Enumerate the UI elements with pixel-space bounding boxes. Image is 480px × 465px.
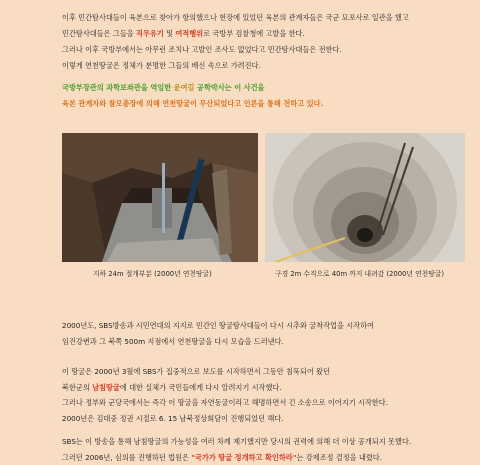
intro-line-2-text-b: 및 — [164, 29, 176, 38]
intro-line-2-text-a: 민간탐사대들은 그들을 — [62, 29, 136, 38]
highlight-line-1 — [62, 80, 472, 96]
photo-caption-1: 지하 24m 절개부분 (2000년 연천땅굴) — [93, 268, 212, 278]
body-line-5: 그러나 정부와 군당국에서는 즉각 이 땅굴을 자연동굴이라고 해명하면서 긴 소송으로 이어지기 시작한다. — [62, 395, 472, 411]
highlight-paragraph — [62, 80, 472, 112]
body-line-4-b: 에 대한 실체가 국민들에게 다시 알려지기 시작했다. — [120, 383, 282, 392]
body-line-6: 2000년은 김대중 정권 시절로 6. 15 남북정상회담이 진행되었던 해다. — [62, 411, 472, 427]
intro-line-3: 그러나 이후 국방부에서는 아무런 조치나 고발인 조사도 없었다고 민간탐사대들은 전한다. — [62, 42, 472, 58]
body-line-4-a: 북한군의 — [62, 383, 92, 392]
highlight-line-1-c: 공학박사는 이 사건을 — [195, 83, 265, 92]
highlight-line-2: 육본 관계자와 참모총장에 의해 연천땅굴이 무산되었다고 언론을 통해 전하고 있다. — [62, 96, 472, 112]
body-line-8-a: 그러던 2006년, 심의를 진행하던 법원은 — [62, 453, 191, 462]
body-paragraph-2 — [62, 318, 472, 465]
body-line-8-b: 는 강제조정 결정을 내렸다. — [296, 453, 382, 462]
highlight-line-1-a: 국방부장관의 과학보좌관을 역임한 — [62, 83, 174, 92]
highlight-court-order: "국가가 땅굴 정개하고 확인하라" — [191, 453, 296, 462]
highlight-name: 윤여길 — [174, 83, 195, 92]
vertical-shaft-photo — [265, 133, 465, 262]
body-line-4 — [62, 380, 472, 396]
photo-caption-2: 구경 2m 수직으로 40m 까지 내려감 (2000년 연천땅굴) — [275, 268, 444, 278]
intro-paragraph — [62, 10, 472, 74]
spacer — [62, 426, 472, 434]
highlight-treason: 여적행위 — [175, 29, 203, 38]
highlight-dereliction: 직무유기 — [136, 29, 164, 38]
intro-line-2-text-c: 로 국방부 검찰청에 고발을 한다. — [203, 29, 305, 38]
body-line-8 — [62, 450, 472, 465]
highlight-invasion-tunnel: 남침땅굴 — [92, 383, 120, 392]
body-line-1: 2000년도, SBS방송과 시민연대의 지지로 민간인 땅굴탐사대들이 다시 시추와 굴착작업을 시작하여 — [62, 318, 472, 334]
excavation-image — [62, 133, 258, 262]
spacer — [62, 349, 472, 364]
intro-line-1: 이후 민간탐사대들이 육본으로 찾아가 항의했으나 현장에 있었던 육본의 관계자들은 국군 묘포사로 일관을 했고 — [62, 10, 472, 26]
body-line-7: SBS는 이 방송을 통해 남침땅굴의 가능성을 여러 차례 제기했지만 당시의 권력에 의해 더 이상 공개되지 못했다. — [62, 434, 472, 450]
tunnel-excavation-photo — [62, 133, 258, 262]
intro-line-4: 이렇게 연천땅굴은 정체가 분명한 그들의 배신 속으로 가려진다. — [62, 58, 472, 74]
body-line-2: 임진강변과 그 북쪽 500m 지점에서 연천땅굴을 다시 모습을 드러낸다. — [62, 334, 472, 350]
intro-line-2 — [62, 26, 472, 42]
shaft-image — [265, 133, 465, 262]
body-line-3: 이 땅굴은 2000년 3월에 SBS가 집중적으로 보도를 시작하면서 그동안 침묵되어 왔던 — [62, 364, 472, 380]
